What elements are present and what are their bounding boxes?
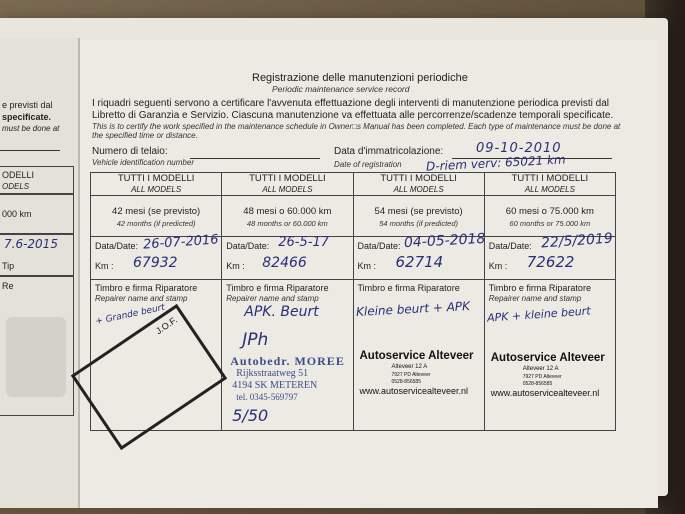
frame-number-line	[190, 158, 320, 159]
maintenance-table	[90, 172, 616, 431]
model-header	[222, 173, 353, 196]
stamp-name: Autoservice Alteveer	[490, 352, 605, 364]
left-page	[0, 38, 80, 508]
date-km-cell	[222, 237, 353, 280]
repair-note: + Grande beurt	[94, 302, 166, 328]
stamp-address: Alteveer 12 A	[522, 366, 559, 372]
stamp-web: www.autoservicealteveer.nl	[359, 386, 469, 396]
model-label-en: ALL MODELS	[262, 185, 313, 194]
interval-cell	[91, 196, 222, 237]
left-page-date: 7.6-2015	[4, 237, 58, 251]
model-label-en: ALL MODELS	[131, 185, 182, 194]
left-page-header-cell	[0, 166, 74, 194]
table-row	[91, 173, 616, 196]
left-page-repair-cell	[0, 276, 74, 416]
rejected-stamp	[71, 304, 227, 450]
left-page-rule	[0, 150, 60, 151]
intro-line-it: I riquadri seguenti servono a certificare l'avvenuta effettuazione degli interventi di manutenzione periodica previsti dal	[92, 98, 610, 109]
km-label: Km :	[357, 261, 377, 271]
service-date: 22/5/2019	[540, 230, 614, 252]
stamp-phone: tel. 0345-569797	[236, 392, 298, 402]
interval-label: 42 mesi (se previsto)	[112, 206, 201, 217]
repairer-label-en: Repairer name and stamp	[226, 294, 319, 303]
stamp-name: Autobedr. MOREE	[230, 354, 345, 368]
table-row	[91, 196, 616, 237]
model-header	[484, 173, 615, 196]
repairer-label: Timbro e firma Riparatore	[488, 283, 591, 293]
date-label: Data/Date:	[226, 241, 270, 251]
km-label: Km :	[226, 261, 245, 271]
repairer-label: Timbro e firma Riparatore	[226, 283, 329, 293]
left-page-interval-cell	[0, 194, 74, 234]
repair-note: APK. Beurt	[244, 304, 319, 320]
repair-note: Kleine beurt + APK	[355, 299, 470, 319]
date-km-cell	[484, 230, 615, 280]
faded-stamp	[6, 317, 66, 397]
repair-note: APK + kleine beurt	[486, 304, 591, 325]
interval-label-en: 42 months (if predicted)	[116, 219, 196, 228]
maintenance-page	[80, 40, 658, 508]
date-label: Data/Date:	[357, 241, 401, 251]
registration-note: D-riem verv: 65021 km	[425, 152, 567, 174]
repairer-label: Timbro e firma Riparatore	[95, 283, 198, 293]
model-header	[353, 173, 484, 196]
interval-cell	[222, 196, 353, 237]
model-header	[91, 173, 222, 196]
interval-cell	[484, 196, 615, 237]
stamp-address: Rijksstraatweg 51	[236, 368, 309, 379]
stamp-code: J.O.F.	[153, 314, 179, 337]
stamp-city: 4194 SK METEREN	[232, 380, 318, 391]
model-label: TUTTI I MODELLI	[117, 173, 195, 184]
repairer-cell	[353, 280, 484, 431]
date-km-cell	[91, 232, 222, 280]
interval-label: 54 mesi (se previsto)	[374, 206, 463, 217]
service-km: 67932	[133, 255, 178, 271]
km-label: Km :	[488, 261, 508, 271]
left-page-date-cell	[0, 234, 74, 276]
model-label-en: ALL MODELS	[393, 185, 444, 194]
frame-number-label: Numero di telaio:	[92, 146, 168, 157]
left-page-models: ODELLI	[2, 170, 35, 180]
service-km: 82466	[262, 255, 307, 271]
service-booklet	[0, 18, 668, 496]
left-page-km: 000 km	[2, 209, 32, 219]
model-label: TUTTI I MODELLI	[380, 173, 457, 184]
repairer-cell	[484, 280, 615, 431]
service-km: 62714	[395, 253, 444, 271]
repairer-label-en: Repairer name and stamp	[95, 294, 188, 303]
registration-date-label: Data d'immatricolazione:	[334, 146, 444, 157]
page-subtitle: Periodic maintenance service record	[272, 84, 410, 94]
model-label: TUTTI I MODELLI	[249, 173, 326, 184]
interval-label-en: 48 months or 60.000 km	[246, 219, 328, 228]
left-page-rep: Re	[2, 281, 14, 291]
fraction-note: 5/50	[232, 406, 269, 425]
stamp-phone: 0528-856585	[522, 381, 553, 387]
registration-date-value: 09-10-2010	[476, 141, 562, 156]
stamp-city: 7927 PD Alteveer	[391, 372, 431, 378]
repairer-cell	[91, 280, 222, 431]
intro-line-en: the specified time or distance.	[92, 131, 198, 140]
service-km: 72622	[526, 253, 575, 271]
left-page-line: e previsti dal	[2, 100, 53, 110]
stamp-city: 7927 PD Alteveer	[522, 374, 562, 380]
interval-label: 60 mesi o 75.000 km	[505, 206, 594, 217]
frame-number-label-en: Vehicle identification number	[92, 158, 194, 167]
intro-line-en: This is to certify the work specified in the maintenance schedule in Owner□s Manual has been completed. Each type of maintenance must be done at	[92, 122, 621, 131]
service-date: 26-5-17	[278, 235, 329, 250]
left-page-tip: Tip	[2, 261, 15, 271]
page-title: Registrazione delle manutenzioni periodiche	[252, 72, 468, 84]
intro-line-it: Libretto di Garanzia e Servizio. Ciascuna manutenzione va effettuata alle percorrenze/scadenze temporali specificate.	[92, 110, 614, 121]
stamp-address: Alteveer 12 A	[391, 364, 428, 370]
service-date: 04-05-2018	[403, 230, 486, 252]
left-page-line: specificate.	[2, 112, 52, 122]
interval-cell	[353, 196, 484, 237]
service-date: 26-07-2016	[142, 232, 219, 253]
interval-label: 48 mesi o 60.000 km	[243, 206, 332, 217]
date-km-cell	[353, 230, 486, 280]
model-label-en: ALL MODELS	[524, 185, 575, 194]
table-row	[91, 280, 616, 431]
left-page-models-en: ODELS	[2, 182, 30, 191]
registration-date-label-en: Date of registration	[334, 160, 402, 169]
date-label: Data/Date:	[488, 241, 532, 251]
repairer-cell	[222, 280, 353, 431]
stamp-web: www.autoservicealteveer.nl	[490, 388, 600, 398]
table-row	[91, 237, 616, 280]
date-label: Data/Date:	[95, 241, 139, 251]
km-label: Km :	[95, 261, 114, 271]
model-label: TUTTI I MODELLI	[511, 173, 589, 184]
repairer-label-en: Repairer name and stamp	[488, 294, 582, 303]
left-page-line: must be done at	[2, 124, 60, 133]
interval-label-en: 54 months (if predicted)	[379, 219, 459, 228]
stamp-phone: 0528-856585	[391, 379, 421, 385]
interval-label-en: 60 months or 75.000 km	[509, 219, 591, 228]
stamp-name: Autoservice Alteveer	[359, 350, 474, 362]
signature: JPh	[242, 330, 269, 350]
repairer-label: Timbro e firma Riparatore	[357, 283, 460, 293]
